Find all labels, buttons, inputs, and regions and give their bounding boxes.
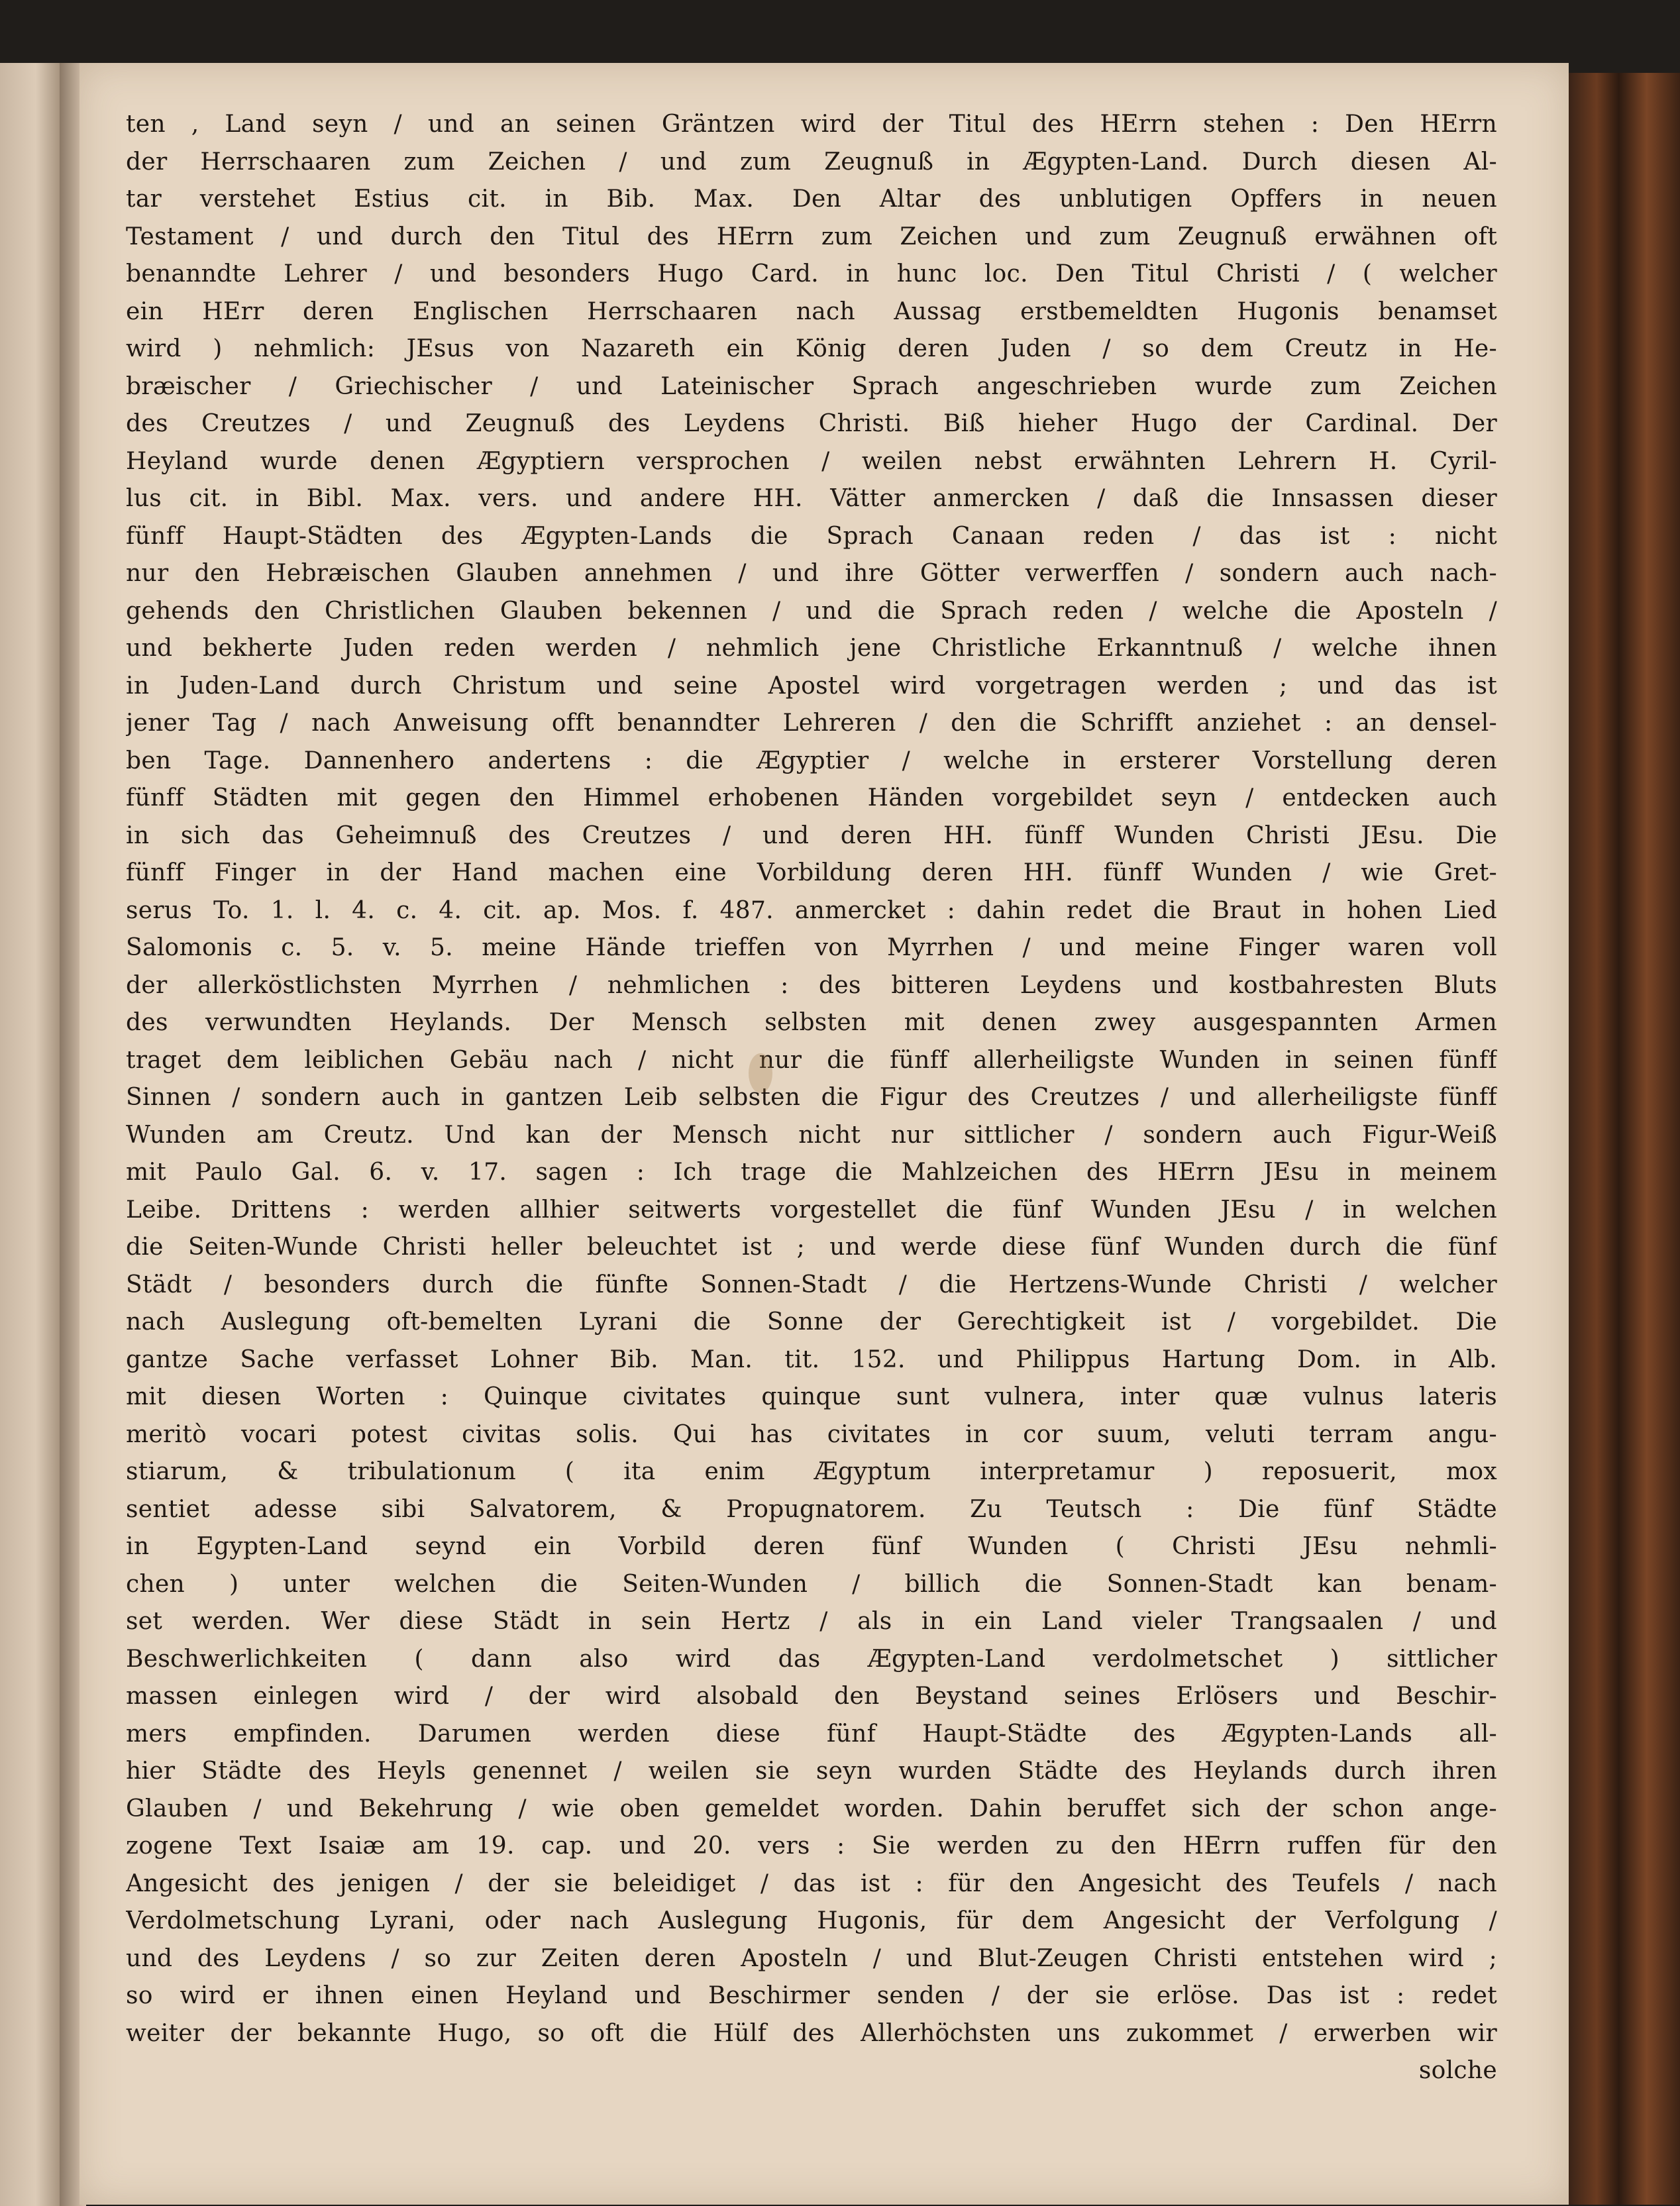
text-line: fünff Städten mit gegen den Himmel erhobenen Händen vorgebildet seyn / entdecken auch <box>126 784 1497 812</box>
text-line: Heyland wurde denen Ægyptiern versprochen / weilen nebst erwähnten Lehrern H. Cyril- <box>126 447 1497 475</box>
text-line: so wird er ihnen einen Heyland und Beschirmer senden / der sie erlöse. Das ist : redet <box>126 1982 1497 2009</box>
text-line: jener Tag / nach Anweisung offt benanndter Lehreren / den die Schrifft anziehet : an densel- <box>126 709 1497 737</box>
text-line: ben Tage. Dannenhero andertens : die Ægyptier / welche in ersterer Vorstellung deren <box>126 747 1497 774</box>
text-line: des verwundten Heylands. Der Mensch selbsten mit denen zwey ausgespannten Armen <box>126 1009 1497 1036</box>
book-cover-edge <box>1569 73 1680 2205</box>
text-line: benanndte Lehrer / und besonders Hugo Card. in hunc loc. Den Titul Christi / ( welcher <box>126 260 1497 288</box>
text-line: mit diesen Worten : Quinque civitates quinque sunt vulnera, inter quæ vulnus lateris <box>126 1383 1497 1410</box>
text-line: die Seiten-Wunde Christi heller beleuchtet ist ; und werde diese fünf Wunden durch die fünf <box>126 1234 1497 1261</box>
text-line: nur den Hebræischen Glauben annehmen / und ihre Götter verwerffen / sondern auch nach- <box>126 560 1497 587</box>
text-line: hier Städte des Heyls genennet / weilen sie seyn wurden Städte des Heylands durch ihren <box>126 1758 1497 1785</box>
text-line: und bekherte Juden reden werden / nehmlich jene Christliche Erkanntnuß / welche ihnen <box>126 635 1497 662</box>
text-line: in Juden-Land durch Christum und seine Apostel wird vorgetragen werden ; und das ist <box>126 672 1497 700</box>
text-line: sentiet adesse sibi Salvatorem, & Propugnatorem. Zu Teutsch : Die fünf Städte <box>126 1495 1497 1523</box>
text-line: serus To. 1. l. 4. c. 4. cit. ap. Mos. f. 487. anmercket : dahin redet die Braut in hohen Lied <box>126 896 1497 924</box>
text-line: meritò vocari potest civitas solis. Qui has civitates in cor suum, veluti terram angu- <box>126 1420 1497 1448</box>
text-line: chen ) unter welchen die Seiten-Wunden / billich die Sonnen-Stadt kan benam- <box>126 1570 1497 1598</box>
book-page <box>79 63 1569 2205</box>
text-line: und des Leydens / so zur Zeiten deren Aposteln / und Blut-Zeugen Christi entstehen wird ; <box>126 1944 1497 1972</box>
text-line: tar verstehet Estius cit. in Bib. Max. Den Altar des unblutigen Opffers in neuen <box>126 185 1497 213</box>
text-line: der allerköstlichsten Myrrhen / nehmlichen : des bitteren Leydens und kostbahresten Bluts <box>126 971 1497 999</box>
text-line: ten , Land seyn / und an seinen Gräntzen wird der Titul des HErrn stehen : Den HErrn <box>126 111 1497 138</box>
paper-stain <box>749 1053 772 1093</box>
text-line: lus cit. in Bibl. Max. vers. und andere HH. Vätter anmercken / daß die Innsassen dieser <box>126 485 1497 512</box>
text-line: fünff Finger in der Hand machen eine Vorbildung deren HH. fünff Wunden / wie Gret- <box>126 859 1497 886</box>
facing-page-edge <box>0 63 60 2206</box>
text-line: ein HErr deren Englischen Herrschaaren nach Aussag erstbemeldten Hugonis benamset <box>126 297 1497 325</box>
text-line: wird ) nehmlich: JEsus von Nazareth ein König deren Juden / so dem Creutz in He- <box>126 335 1497 362</box>
catchword: solche <box>1418 2057 1497 2084</box>
text-line: des Creutzes / und Zeugnuß des Leydens Christi. Biß hieher Hugo der Cardinal. Der <box>126 410 1497 437</box>
text-line: Wunden am Creutz. Und kan der Mensch nicht nur sittlicher / sondern auch Figur-Weiß <box>126 1121 1497 1149</box>
text-line: weiter der bekannte Hugo, so oft die Hülf des Allerhöchsten uns zukommet / erwerben wir <box>126 2019 1497 2047</box>
text-line: in sich das Geheimnuß des Creutzes / und deren HH. fünff Wunden Christi JEsu. Die <box>126 821 1497 849</box>
page-text <box>126 106 1497 2090</box>
text-line: massen einlegen wird / der wird alsobald den Beystand seines Erlösers und Beschir- <box>126 1683 1497 1710</box>
text-line: Glauben / und Bekehrung / wie oben gemeldet worden. Dahin beruffet sich der schon ange- <box>126 1795 1497 1822</box>
text-line: fünff Haupt-Städten des Ægypten-Lands die Sprach Canaan reden / das ist : nicht <box>126 522 1497 550</box>
text-line: set werden. Wer diese Städt in sein Hertz / als in ein Land vieler Trangsaalen / und <box>126 1608 1497 1635</box>
text-line: traget dem leiblichen Gebäu nach / nicht nur die fünff allerheiligste Wunden in seinen fünff <box>126 1046 1497 1074</box>
text-line: Beschwerlichkeiten ( dann also wird das Ægypten-Land verdolmetschet ) sittlicher <box>126 1645 1497 1673</box>
text-line: Angesicht des jenigen / der sie beleidiget / das ist : für den Angesicht des Teufels / nach <box>126 1869 1497 1897</box>
text-line: mers empfinden. Darumen werden diese fünf Haupt-Städte des Ægypten-Lands all- <box>126 1720 1497 1748</box>
text-line: Städt / besonders durch die fünfte Sonnen-Stadt / die Hertzens-Wunde Christi / welcher <box>126 1271 1497 1298</box>
text-line: Leibe. Drittens : werden allhier seitwerts vorgestellet die fünf Wunden JEsu / in welchen <box>126 1196 1497 1224</box>
text-line: gehends den Christlichen Glauben bekennen / und die Sprach reden / welche die Aposteln / <box>126 597 1497 625</box>
text-line: zogene Text Isaiæ am 19. cap. und 20. vers : Sie werden zu den HErrn ruffen für den <box>126 1832 1497 1860</box>
text-line: nach Auslegung oft-bemelten Lyrani die Sonne der Gerechtigkeit ist / vorgebildet. Die <box>126 1308 1497 1336</box>
text-line: mit Paulo Gal. 6. v. 17. sagen : Ich trage die Mahlzeichen des HErrn JEsu in meinem <box>126 1159 1497 1186</box>
text-line: Salomonis c. 5. v. 5. meine Hände trieffen von Myrrhen / und meine Finger waren voll <box>126 934 1497 961</box>
text-line: stiarum, & tribulationum ( ita enim Ægyptum interpretamur ) reposuerit, mox <box>126 1458 1497 1485</box>
text-line: gantze Sache verfasset Lohner Bib. Man. tit. 152. und Philippus Hartung Dom. in Alb. <box>126 1345 1497 1373</box>
text-line: in Egypten-Land seynd ein Vorbild deren fünf Wunden ( Christi JEsu nehmli- <box>126 1533 1497 1560</box>
text-line: Verdolmetschung Lyrani, oder nach Auslegung Hugonis, für dem Angesicht der Verfolgung / <box>126 1907 1497 1934</box>
text-line: der Herrschaaren zum Zeichen / und zum Zeugnuß in Ægypten-Land. Durch diesen Al- <box>126 148 1497 176</box>
text-line: bræischer / Griechischer / und Lateinischer Sprach angeschrieben wurde zum Zeichen <box>126 372 1497 400</box>
text-line: Sinnen / sondern auch in gantzen Leib selbsten die Figur des Creutzes / und allerheiligste fünff <box>126 1084 1497 1111</box>
text-line: Testament / und durch den Titul des HErrn zum Zeichen und zum Zeugnuß erwähnen oft <box>126 223 1497 250</box>
